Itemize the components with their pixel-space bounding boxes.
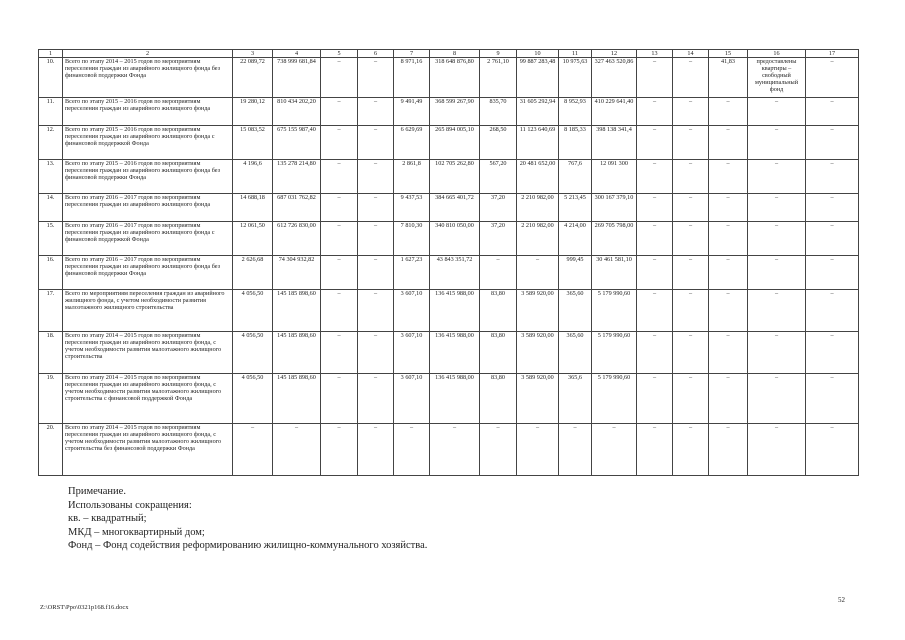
value-cell: 268,50	[480, 126, 517, 160]
value-cell: –	[637, 256, 673, 290]
value-cell: 612 726 830,00	[273, 222, 321, 256]
value-cell: –	[709, 98, 748, 126]
value-cell: –	[321, 58, 358, 98]
value-cell: 83,80	[480, 332, 517, 374]
value-cell: –	[358, 98, 394, 126]
value-cell: 4 056,50	[233, 332, 273, 374]
column-number-cell: 15	[709, 50, 748, 58]
value-cell: –	[806, 160, 859, 194]
value-cell: –	[673, 98, 709, 126]
row-number-cell: 11.	[39, 98, 63, 126]
column-number-cell: 1	[39, 50, 63, 58]
value-cell: 300 167 379,10	[592, 194, 637, 222]
description-cell: Всего по этапу 2014 – 2015 годов по мероприятиям переселения граждан из аварийного жилищного фонда, с учетом необходимости развития малоэтажного жилищного строительства без финансовой поддержки Фонда	[63, 424, 233, 476]
value-cell: –	[358, 194, 394, 222]
value-cell: –	[748, 126, 806, 160]
row-number-cell: 12.	[39, 126, 63, 160]
value-cell: 43 843 351,72	[430, 256, 480, 290]
value-cell: –	[806, 194, 859, 222]
value-cell: –	[321, 290, 358, 332]
value-cell: –	[358, 256, 394, 290]
value-cell: 31 605 292,94	[517, 98, 559, 126]
value-cell: 145 185 898,60	[273, 290, 321, 332]
value-cell: –	[321, 256, 358, 290]
value-cell: 8 971,16	[394, 58, 430, 98]
column-number-cell: 12	[592, 50, 637, 58]
value-cell: –	[709, 290, 748, 332]
value-cell: –	[748, 160, 806, 194]
column-number-cell: 8	[430, 50, 480, 58]
value-cell: –	[321, 222, 358, 256]
value-cell: 835,70	[480, 98, 517, 126]
description-cell: Всего по этапу 2015 – 2016 годов по мероприятиям переселения граждан из аварийного жилищного фонда без финансовой поддержки Фонда	[63, 160, 233, 194]
value-cell: 11 123 640,69	[517, 126, 559, 160]
value-cell: 365,60	[559, 290, 592, 332]
value-cell: 145 185 898,60	[273, 374, 321, 424]
value-cell: –	[673, 222, 709, 256]
value-cell: –	[517, 256, 559, 290]
value-cell: –	[806, 332, 859, 374]
value-cell: 340 810 050,00	[430, 222, 480, 256]
value-cell: 102 705 262,80	[430, 160, 480, 194]
value-cell: 675 155 987,40	[273, 126, 321, 160]
table-row	[39, 290, 859, 332]
page-number: 52	[838, 596, 845, 604]
value-cell: –	[321, 332, 358, 374]
value-cell: 410 229 641,40	[592, 98, 637, 126]
value-cell: –	[709, 424, 748, 476]
value-cell: 4 056,50	[233, 290, 273, 332]
description-cell: Всего по этапу 2014 – 2015 годов по мероприятиям переселения граждан из аварийного жилищного фонда без финансовой поддержки Фонда	[63, 58, 233, 98]
value-cell: –	[709, 374, 748, 424]
value-cell: –	[358, 222, 394, 256]
value-cell: –	[430, 424, 480, 476]
row-number-cell: 13.	[39, 160, 63, 194]
value-cell: –	[358, 58, 394, 98]
row-number-cell: 10.	[39, 58, 63, 98]
value-cell: –	[748, 256, 806, 290]
value-cell: –	[394, 424, 430, 476]
value-cell: 83,80	[480, 374, 517, 424]
value-cell: –	[637, 374, 673, 424]
description-cell: Всего по этапу 2016 – 2017 годов по мероприятиям переселения граждан из аварийного жилищного фонда с финансовой поддержкой Фонда	[63, 222, 233, 256]
value-cell: –	[637, 98, 673, 126]
value-cell: 1 627,23	[394, 256, 430, 290]
value-cell: 6 629,69	[394, 126, 430, 160]
value-cell: 7 810,30	[394, 222, 430, 256]
value-cell: –	[480, 256, 517, 290]
value-cell: 398 138 341,4	[592, 126, 637, 160]
value-cell: 12 091 300	[592, 160, 637, 194]
value-cell: –	[321, 98, 358, 126]
description-cell: Всего по этапу 2016 – 2017 годов по мероприятиям переселения граждан из аварийного жилищного фонда	[63, 194, 233, 222]
value-cell: –	[673, 160, 709, 194]
value-cell: –	[709, 222, 748, 256]
value-cell: –	[637, 290, 673, 332]
value-cell: –	[806, 256, 859, 290]
value-cell: –	[673, 290, 709, 332]
column-number-cell: 17	[806, 50, 859, 58]
value-cell: 3 607,10	[394, 332, 430, 374]
value-cell: –	[748, 98, 806, 126]
value-cell: –	[673, 58, 709, 98]
value-cell: 9 437,53	[394, 194, 430, 222]
value-cell: –	[637, 160, 673, 194]
value-cell: 738 999 681,84	[273, 58, 321, 98]
column-number-cell: 5	[321, 50, 358, 58]
value-cell: 5 179 990,60	[592, 374, 637, 424]
value-cell: –	[748, 424, 806, 476]
value-cell: 8 952,93	[559, 98, 592, 126]
value-cell: 136 415 988,00	[430, 290, 480, 332]
row-number-cell: 19.	[39, 374, 63, 424]
value-cell: –	[806, 58, 859, 98]
value-cell: 318 648 876,80	[430, 58, 480, 98]
column-number-cell: 11	[559, 50, 592, 58]
column-number-cell: 7	[394, 50, 430, 58]
value-cell: –	[358, 332, 394, 374]
value-cell: 365,6	[559, 374, 592, 424]
row-number-cell: 16.	[39, 256, 63, 290]
value-cell: –	[637, 222, 673, 256]
value-cell: 5 213,45	[559, 194, 592, 222]
value-cell: –	[806, 424, 859, 476]
value-cell: –	[637, 424, 673, 476]
value-cell: –	[806, 126, 859, 160]
column-number-cell: 4	[273, 50, 321, 58]
value-cell: 30 461 581,10	[592, 256, 637, 290]
value-cell: 41,83	[709, 58, 748, 98]
value-cell: –	[709, 256, 748, 290]
value-cell: 368 599 267,90	[430, 98, 480, 126]
description-cell: Всего по мероприятиям переселения граждан из аварийного жилищного фонда, с учетом необходимости развития малоэтажного жилищного строительства	[63, 290, 233, 332]
value-cell: 135 278 214,80	[273, 160, 321, 194]
column-number-cell: 14	[673, 50, 709, 58]
value-cell: 145 185 898,60	[273, 332, 321, 374]
value-cell: –	[637, 194, 673, 222]
value-cell: 14 688,18	[233, 194, 273, 222]
description-cell: Всего по этапу 2016 – 2017 годов по мероприятиям переселения граждан из аварийного жилищного фонда без финансовой поддержки Фонда	[63, 256, 233, 290]
value-cell: 5 179 990,60	[592, 332, 637, 374]
value-cell: –	[637, 126, 673, 160]
value-cell: –	[358, 126, 394, 160]
note-block	[68, 485, 427, 553]
value-cell: 365,60	[559, 332, 592, 374]
value-cell: –	[673, 332, 709, 374]
value-cell: –	[673, 374, 709, 424]
description-cell: Всего по этапу 2014 – 2015 годов по мероприятиям переселения граждан из аварийного жилищного фонда, с учетом необходимости развития малоэтажного жилищного строительства с финансовой поддержкой Фонда	[63, 374, 233, 424]
value-cell: –	[233, 424, 273, 476]
table-row	[39, 194, 859, 222]
value-cell: –	[709, 194, 748, 222]
value-cell: 37,20	[480, 194, 517, 222]
value-cell: 265 894 005,10	[430, 126, 480, 160]
value-cell: 3 589 920,00	[517, 332, 559, 374]
value-cell: 20 481 652,00	[517, 160, 559, 194]
value-cell: –	[806, 98, 859, 126]
value-cell: –	[480, 424, 517, 476]
value-cell: 136 415 988,00	[430, 332, 480, 374]
table-row	[39, 160, 859, 194]
value-cell: 2 626,68	[233, 256, 273, 290]
value-cell: 99 887 283,48	[517, 58, 559, 98]
value-cell: –	[358, 290, 394, 332]
column-number-cell: 9	[480, 50, 517, 58]
description-cell: Всего по этапу 2014 – 2015 годов по мероприятиям переселения граждан из аварийного жилищного фонда, с учетом необходимости развития малоэтажного жилищного строительства	[63, 332, 233, 374]
value-cell: –	[709, 160, 748, 194]
table-row	[39, 222, 859, 256]
value-cell: –	[321, 194, 358, 222]
column-number-cell: 13	[637, 50, 673, 58]
program-table	[38, 49, 859, 476]
table-row	[39, 332, 859, 374]
value-cell: 2 210 982,00	[517, 222, 559, 256]
value-cell: 2 761,10	[480, 58, 517, 98]
description-cell: Всего по этапу 2015 – 2016 годов по мероприятиям переселения граждан из аварийного жилищного фонда	[63, 98, 233, 126]
value-cell: –	[673, 256, 709, 290]
table-row	[39, 98, 859, 126]
table-row	[39, 424, 859, 476]
column-number-cell: 16	[748, 50, 806, 58]
value-cell: 3 589 920,00	[517, 290, 559, 332]
description-cell: Всего по этапу 2015 – 2016 годов по мероприятиям переселения граждан из аварийного жилищного фонда с финансовой поддержкой Фонда	[63, 126, 233, 160]
note-line: МКД – многоквартирный дом;	[68, 526, 205, 538]
value-cell: –	[806, 222, 859, 256]
value-cell: –	[321, 160, 358, 194]
value-cell: –	[806, 290, 859, 332]
value-cell: 10 975,63	[559, 58, 592, 98]
value-cell: –	[709, 126, 748, 160]
value-cell: –	[637, 332, 673, 374]
note-line: Использованы сокращения:	[68, 499, 192, 511]
value-cell: 2 861,8	[394, 160, 430, 194]
value-cell: –	[592, 424, 637, 476]
value-cell: 384 665 401,72	[430, 194, 480, 222]
value-cell: 4 214,00	[559, 222, 592, 256]
value-cell: 4 056,50	[233, 374, 273, 424]
column-number-cell: 3	[233, 50, 273, 58]
value-cell: –	[748, 290, 806, 332]
row-number-cell: 17.	[39, 290, 63, 332]
value-cell: –	[748, 374, 806, 424]
header-row	[39, 50, 859, 58]
value-cell: –	[321, 424, 358, 476]
value-cell: 2 210 982,00	[517, 194, 559, 222]
table-row	[39, 256, 859, 290]
note-line: кв. – квадратный;	[68, 513, 147, 524]
value-cell: –	[748, 332, 806, 374]
value-cell: 4 196,6	[233, 160, 273, 194]
value-cell: –	[358, 374, 394, 424]
value-cell: 810 434 202,20	[273, 98, 321, 126]
value-cell: 136 415 988,00	[430, 374, 480, 424]
value-cell: –	[673, 126, 709, 160]
row-number-cell: 15.	[39, 222, 63, 256]
value-cell: –	[673, 424, 709, 476]
value-cell: 687 031 762,82	[273, 194, 321, 222]
value-cell: 12 061,50	[233, 222, 273, 256]
value-cell: –	[358, 160, 394, 194]
value-cell: 19 280,12	[233, 98, 273, 126]
table-row	[39, 126, 859, 160]
value-cell: 3 589 920,00	[517, 374, 559, 424]
note-line: Фонд – Фонд содействия реформированию жилищно-коммунального хозяйства.	[68, 540, 428, 551]
value-cell: 767,6	[559, 160, 592, 194]
note-title: Примечание.	[68, 486, 126, 497]
value-cell: –	[637, 58, 673, 98]
value-cell: –	[748, 222, 806, 256]
value-cell: 999,45	[559, 256, 592, 290]
value-cell: –	[709, 332, 748, 374]
value-cell: 3 607,10	[394, 374, 430, 424]
value-cell: –	[273, 424, 321, 476]
value-cell: 15 083,52	[233, 126, 273, 160]
table-row	[39, 58, 859, 98]
value-cell: 269 705 798,00	[592, 222, 637, 256]
value-cell: –	[673, 194, 709, 222]
table-row	[39, 374, 859, 424]
value-cell: 3 607,10	[394, 290, 430, 332]
value-cell: 83,80	[480, 290, 517, 332]
value-cell: предоставлены квартиры – свободный муниципальный фонд	[748, 58, 806, 98]
value-cell: 37,20	[480, 222, 517, 256]
value-cell: 74 304 932,82	[273, 256, 321, 290]
value-cell: 567,20	[480, 160, 517, 194]
value-cell: –	[559, 424, 592, 476]
column-number-cell: 10	[517, 50, 559, 58]
value-cell: –	[321, 374, 358, 424]
value-cell: 327 463 520,86	[592, 58, 637, 98]
column-number-cell: 6	[358, 50, 394, 58]
column-number-cell: 2	[63, 50, 233, 58]
value-cell: –	[806, 374, 859, 424]
value-cell: –	[358, 424, 394, 476]
row-number-cell: 14.	[39, 194, 63, 222]
value-cell: 8 185,33	[559, 126, 592, 160]
value-cell: –	[748, 194, 806, 222]
value-cell: 5 179 990,60	[592, 290, 637, 332]
row-number-cell: 18.	[39, 332, 63, 374]
value-cell: –	[321, 126, 358, 160]
row-number-cell: 20.	[39, 424, 63, 476]
value-cell: 9 491,49	[394, 98, 430, 126]
file-path-footer: Z:\ORST\Ppo\0321p168.f16.docx	[40, 604, 129, 611]
value-cell: 22 089,72	[233, 58, 273, 98]
value-cell: –	[517, 424, 559, 476]
